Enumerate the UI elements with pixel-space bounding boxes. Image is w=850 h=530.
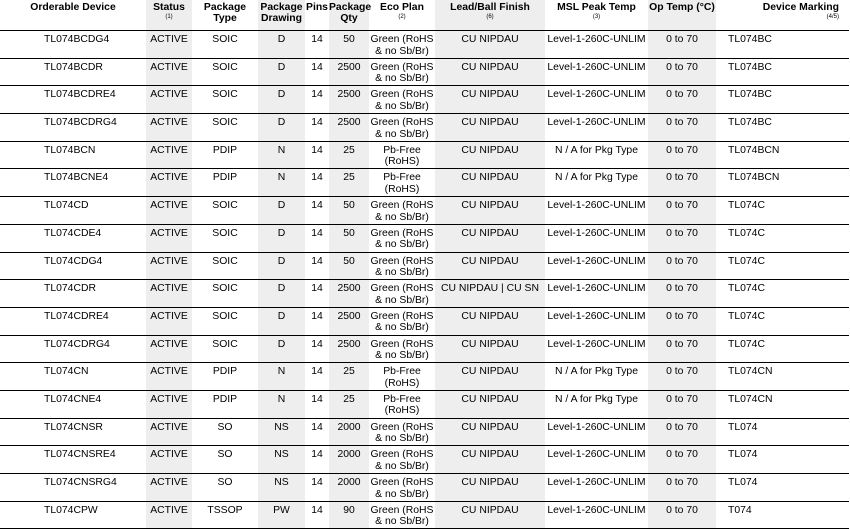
cell-status: ACTIVE [146,446,192,474]
cell-op-temp: 0 to 70 [648,335,716,363]
cell-package-drawing: D [258,86,305,114]
cell-pins: 14 [305,418,329,446]
cell-package-qty: 25 [329,169,369,197]
cell-package-drawing: D [258,307,305,335]
cell-op-temp: 0 to 70 [648,252,716,280]
cell-orderable-device: TL074CDRE4 [0,307,146,335]
cell-status: ACTIVE [146,418,192,446]
cell-op-temp: 0 to 70 [648,446,716,474]
cell-package-type: PDIP [192,169,258,197]
cell-device-marking: TL074C [716,280,849,308]
cell-eco-plan: Pb-Free (RoHS) [369,363,435,391]
cell-package-type: SOIC [192,114,258,142]
cell-package-qty: 2500 [329,86,369,114]
cell-msl-peak-temp: Level-1-260C-UNLIM [545,58,648,86]
cell-pins: 14 [305,141,329,169]
cell-device-marking: TL074 [716,474,849,502]
header-op-temp: Op Temp (°C) [648,0,716,31]
cell-op-temp: 0 to 70 [648,114,716,142]
cell-package-qty: 50 [329,224,369,252]
cell-orderable-device: TL074CDG4 [0,252,146,280]
cell-lead-ball-finish: CU NIPDAU [435,363,545,391]
cell-package-qty: 50 [329,252,369,280]
header-package-type: Package Type [192,0,258,31]
cell-status: ACTIVE [146,31,192,59]
cell-lead-ball-finish: CU NIPDAU [435,86,545,114]
cell-orderable-device: TL074BCNE4 [0,169,146,197]
cell-package-qty: 25 [329,390,369,418]
cell-pins: 14 [305,114,329,142]
cell-msl-peak-temp: Level-1-260C-UNLIM [545,307,648,335]
cell-msl-peak-temp: Level-1-260C-UNLIM [545,446,648,474]
cell-msl-peak-temp: N / A for Pkg Type [545,390,648,418]
cell-eco-plan: Green (RoHS & no Sb/Br) [369,224,435,252]
header-package-qty: Package Qty [329,0,369,31]
cell-status: ACTIVE [146,501,192,529]
cell-package-qty: 2500 [329,335,369,363]
cell-lead-ball-finish: CU NIPDAU [435,390,545,418]
cell-package-qty: 50 [329,197,369,225]
cell-package-drawing: D [258,252,305,280]
cell-lead-ball-finish: CU NIPDAU [435,58,545,86]
cell-eco-plan: Green (RoHS & no Sb/Br) [369,86,435,114]
cell-package-drawing: N [258,363,305,391]
cell-msl-peak-temp: Level-1-260C-UNLIM [545,252,648,280]
cell-device-marking: T074 [716,501,849,529]
cell-orderable-device: TL074CPW [0,501,146,529]
cell-op-temp: 0 to 70 [648,363,716,391]
cell-lead-ball-finish: CU NIPDAU | CU SN [435,280,545,308]
cell-eco-plan: Green (RoHS & no Sb/Br) [369,114,435,142]
cell-lead-ball-finish: CU NIPDAU [435,114,545,142]
cell-package-qty: 2500 [329,307,369,335]
cell-package-qty: 2000 [329,446,369,474]
cell-package-qty: 2000 [329,474,369,502]
table-row [0,280,849,308]
cell-device-marking: TL074BC [716,86,849,114]
cell-pins: 14 [305,363,329,391]
cell-lead-ball-finish: CU NIPDAU [435,252,545,280]
cell-msl-peak-temp: Level-1-260C-UNLIM [545,335,648,363]
cell-eco-plan: Green (RoHS & no Sb/Br) [369,501,435,529]
cell-status: ACTIVE [146,363,192,391]
cell-package-type: SO [192,418,258,446]
cell-lead-ball-finish: CU NIPDAU [435,307,545,335]
cell-orderable-device: TL074BCDG4 [0,31,146,59]
cell-pins: 14 [305,390,329,418]
table-header [0,0,849,31]
cell-op-temp: 0 to 70 [648,418,716,446]
cell-msl-peak-temp: Level-1-260C-UNLIM [545,474,648,502]
cell-package-type: SOIC [192,280,258,308]
header-msl-peak-temp: MSL Peak Temp (3) [545,0,648,31]
cell-package-type: SOIC [192,252,258,280]
table-row [0,169,849,197]
table-row [0,197,849,225]
cell-op-temp: 0 to 70 [648,169,716,197]
cell-package-qty: 2500 [329,58,369,86]
cell-eco-plan: Green (RoHS & no Sb/Br) [369,252,435,280]
cell-lead-ball-finish: CU NIPDAU [435,169,545,197]
cell-device-marking: TL074 [716,418,849,446]
cell-package-qty: 25 [329,363,369,391]
cell-status: ACTIVE [146,141,192,169]
cell-package-qty: 50 [329,31,369,59]
table-row [0,141,849,169]
cell-eco-plan: Green (RoHS & no Sb/Br) [369,280,435,308]
cell-package-type: SO [192,446,258,474]
cell-package-type: SOIC [192,307,258,335]
cell-package-type: SOIC [192,197,258,225]
table-row [0,474,849,502]
cell-package-drawing: D [258,335,305,363]
cell-device-marking: TL074C [716,197,849,225]
table-row [0,307,849,335]
table-row [0,252,849,280]
table-row [0,114,849,142]
cell-msl-peak-temp: Level-1-260C-UNLIM [545,418,648,446]
cell-lead-ball-finish: CU NIPDAU [435,197,545,225]
cell-package-type: SOIC [192,335,258,363]
cell-package-type: PDIP [192,141,258,169]
cell-package-type: SOIC [192,31,258,59]
cell-package-drawing: D [258,114,305,142]
cell-msl-peak-temp: Level-1-260C-UNLIM [545,280,648,308]
cell-package-qty: 2000 [329,418,369,446]
cell-package-qty: 25 [329,141,369,169]
cell-orderable-device: TL074CNSRG4 [0,474,146,502]
cell-device-marking: TL074 [716,446,849,474]
cell-status: ACTIVE [146,307,192,335]
cell-op-temp: 0 to 70 [648,390,716,418]
cell-lead-ball-finish: CU NIPDAU [435,474,545,502]
header-status: Status (1) [146,0,192,31]
cell-package-type: PDIP [192,390,258,418]
cell-orderable-device: TL074BCDR [0,58,146,86]
cell-package-drawing: N [258,390,305,418]
cell-pins: 14 [305,224,329,252]
cell-status: ACTIVE [146,224,192,252]
cell-package-type: PDIP [192,363,258,391]
table-row [0,58,849,86]
cell-msl-peak-temp: Level-1-260C-UNLIM [545,31,648,59]
cell-status: ACTIVE [146,197,192,225]
cell-pins: 14 [305,335,329,363]
header-pins: Pins [305,0,329,31]
cell-lead-ball-finish: CU NIPDAU [435,446,545,474]
cell-device-marking: TL074BCN [716,141,849,169]
cell-pins: 14 [305,252,329,280]
header-orderable-device: Orderable Device [0,0,146,31]
cell-package-drawing: NS [258,418,305,446]
cell-device-marking: TL074C [716,224,849,252]
cell-pins: 14 [305,86,329,114]
cell-status: ACTIVE [146,86,192,114]
cell-device-marking: TL074BC [716,31,849,59]
cell-orderable-device: TL074CN [0,363,146,391]
cell-status: ACTIVE [146,390,192,418]
cell-package-drawing: D [258,280,305,308]
cell-op-temp: 0 to 70 [648,224,716,252]
cell-orderable-device: TL074CDR [0,280,146,308]
table-body [0,31,849,529]
cell-eco-plan: Pb-Free (RoHS) [369,390,435,418]
cell-package-type: SOIC [192,224,258,252]
cell-msl-peak-temp: Level-1-260C-UNLIM [545,197,648,225]
cell-device-marking: TL074CN [716,390,849,418]
cell-status: ACTIVE [146,58,192,86]
cell-op-temp: 0 to 70 [648,197,716,225]
cell-package-drawing: N [258,169,305,197]
cell-status: ACTIVE [146,474,192,502]
cell-eco-plan: Green (RoHS & no Sb/Br) [369,446,435,474]
cell-device-marking: TL074BC [716,114,849,142]
table-row [0,446,849,474]
cell-package-drawing: D [258,58,305,86]
cell-lead-ball-finish: CU NIPDAU [435,31,545,59]
cell-device-marking: TL074BCN [716,169,849,197]
cell-package-qty: 90 [329,501,369,529]
cell-package-type: TSSOP [192,501,258,529]
cell-status: ACTIVE [146,114,192,142]
cell-package-drawing: NS [258,446,305,474]
table-row [0,31,849,59]
cell-eco-plan: Green (RoHS & no Sb/Br) [369,474,435,502]
cell-op-temp: 0 to 70 [648,501,716,529]
cell-eco-plan: Pb-Free (RoHS) [369,141,435,169]
cell-device-marking: TL074C [716,307,849,335]
cell-package-drawing: D [258,31,305,59]
cell-msl-peak-temp: Level-1-260C-UNLIM [545,86,648,114]
cell-device-marking: TL074C [716,335,849,363]
cell-lead-ball-finish: CU NIPDAU [435,418,545,446]
cell-status: ACTIVE [146,280,192,308]
cell-package-type: SOIC [192,58,258,86]
table-row [0,390,849,418]
table-row [0,86,849,114]
cell-pins: 14 [305,446,329,474]
cell-status: ACTIVE [146,335,192,363]
cell-status: ACTIVE [146,252,192,280]
cell-op-temp: 0 to 70 [648,58,716,86]
cell-orderable-device: TL074BCDRE4 [0,86,146,114]
cell-op-temp: 0 to 70 [648,280,716,308]
cell-eco-plan: Green (RoHS & no Sb/Br) [369,335,435,363]
cell-eco-plan: Green (RoHS & no Sb/Br) [369,197,435,225]
cell-orderable-device: TL074CNSRE4 [0,446,146,474]
cell-pins: 14 [305,501,329,529]
cell-package-type: SO [192,474,258,502]
cell-msl-peak-temp: Level-1-260C-UNLIM [545,114,648,142]
cell-pins: 14 [305,197,329,225]
cell-eco-plan: Green (RoHS & no Sb/Br) [369,58,435,86]
cell-orderable-device: TL074CNE4 [0,390,146,418]
cell-package-drawing: N [258,141,305,169]
cell-pins: 14 [305,474,329,502]
cell-lead-ball-finish: CU NIPDAU [435,501,545,529]
cell-op-temp: 0 to 70 [648,31,716,59]
cell-pins: 14 [305,169,329,197]
cell-orderable-device: TL074CDRG4 [0,335,146,363]
cell-orderable-device: TL074CD [0,197,146,225]
cell-lead-ball-finish: CU NIPDAU [435,335,545,363]
cell-package-type: SOIC [192,86,258,114]
cell-orderable-device: TL074BCDRG4 [0,114,146,142]
cell-package-qty: 2500 [329,280,369,308]
cell-orderable-device: TL074CDE4 [0,224,146,252]
cell-lead-ball-finish: CU NIPDAU [435,224,545,252]
cell-eco-plan: Green (RoHS & no Sb/Br) [369,31,435,59]
cell-op-temp: 0 to 70 [648,307,716,335]
header-lead-ball-finish: Lead/Ball Finish (6) [435,0,545,31]
header-eco-plan: Eco Plan (2) [369,0,435,31]
cell-device-marking: TL074CN [716,363,849,391]
cell-msl-peak-temp: N / A for Pkg Type [545,363,648,391]
cell-op-temp: 0 to 70 [648,86,716,114]
cell-op-temp: 0 to 70 [648,474,716,502]
cell-pins: 14 [305,307,329,335]
header-device-marking: Device Marking (4/5) [716,0,849,31]
cell-package-drawing: D [258,197,305,225]
cell-msl-peak-temp: Level-1-260C-UNLIM [545,501,648,529]
cell-lead-ball-finish: CU NIPDAU [435,141,545,169]
cell-package-drawing: PW [258,501,305,529]
cell-status: ACTIVE [146,169,192,197]
cell-package-qty: 2500 [329,114,369,142]
cell-orderable-device: TL074CNSR [0,418,146,446]
table-row [0,418,849,446]
cell-eco-plan: Pb-Free (RoHS) [369,169,435,197]
cell-package-drawing: D [258,224,305,252]
cell-orderable-device: TL074BCN [0,141,146,169]
cell-msl-peak-temp: Level-1-260C-UNLIM [545,224,648,252]
cell-pins: 14 [305,58,329,86]
cell-pins: 14 [305,31,329,59]
table-row [0,335,849,363]
table-row [0,224,849,252]
cell-eco-plan: Green (RoHS & no Sb/Br) [369,418,435,446]
cell-package-drawing: NS [258,474,305,502]
cell-op-temp: 0 to 70 [648,141,716,169]
cell-msl-peak-temp: N / A for Pkg Type [545,169,648,197]
table-row [0,363,849,391]
cell-eco-plan: Green (RoHS & no Sb/Br) [369,307,435,335]
cell-device-marking: TL074BC [716,58,849,86]
cell-device-marking: TL074C [716,252,849,280]
cell-pins: 14 [305,280,329,308]
table-row [0,501,849,529]
cell-msl-peak-temp: N / A for Pkg Type [545,141,648,169]
header-package-drawing: Package Drawing [258,0,305,31]
